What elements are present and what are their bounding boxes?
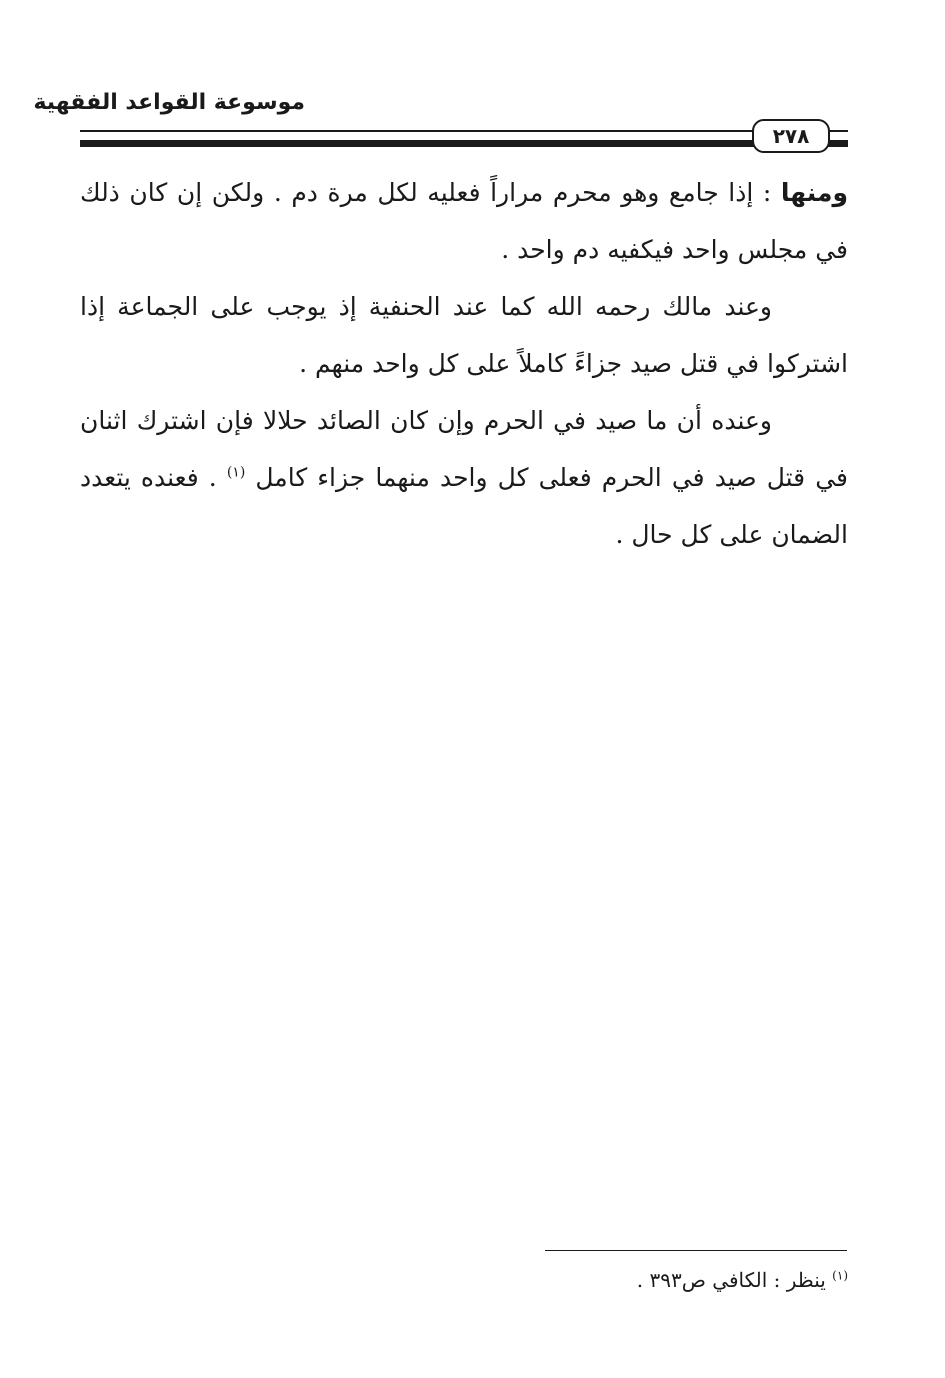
paragraph-3-text-b: . فعنده يتعدد الضمان على كل حال . — [80, 463, 848, 549]
footnote — [637, 1268, 848, 1292]
paragraph-3 — [80, 392, 848, 563]
header-rule-thin — [80, 130, 848, 132]
paragraph-3-text-a: وعنده أن ما صيد في الحرم وإن كان الصائد حلالا فإن اشترك اثنان في قتل صيد في الحرم فعلى كل واحد منهما جزاء كامل — [80, 406, 848, 492]
main-text — [80, 164, 848, 563]
footnote-separator — [545, 1250, 847, 1251]
paragraph-lead-word: ومنها — [780, 178, 848, 207]
footnote-reference: (١) — [226, 464, 246, 481]
header-rule-thick — [80, 140, 848, 147]
paragraph-1-text: : إذا جامع وهو محرم مراراً فعليه لكل مرة دم . ولكن إن كان ذلك في مجلس واحد فيكفيه دم واحد . — [80, 178, 848, 264]
page-number: ٢٧٨ — [752, 119, 830, 153]
footnote-marker: (١) — [832, 1268, 848, 1283]
paragraph-2: وعند مالك رحمه الله كما عند الحنفية إذ يوجب على الجماعة إذا اشتركوا في قتل صيد جزاءً كاملاً على كل واحد منهم . — [80, 292, 848, 378]
paragraph-1 — [80, 164, 848, 278]
book-title: موسوعة القواعد الفقهية — [33, 90, 305, 115]
page-header — [33, 90, 848, 160]
footnote-text: ينظر : الكافي ص٣٩٣ . — [636, 1268, 833, 1292]
